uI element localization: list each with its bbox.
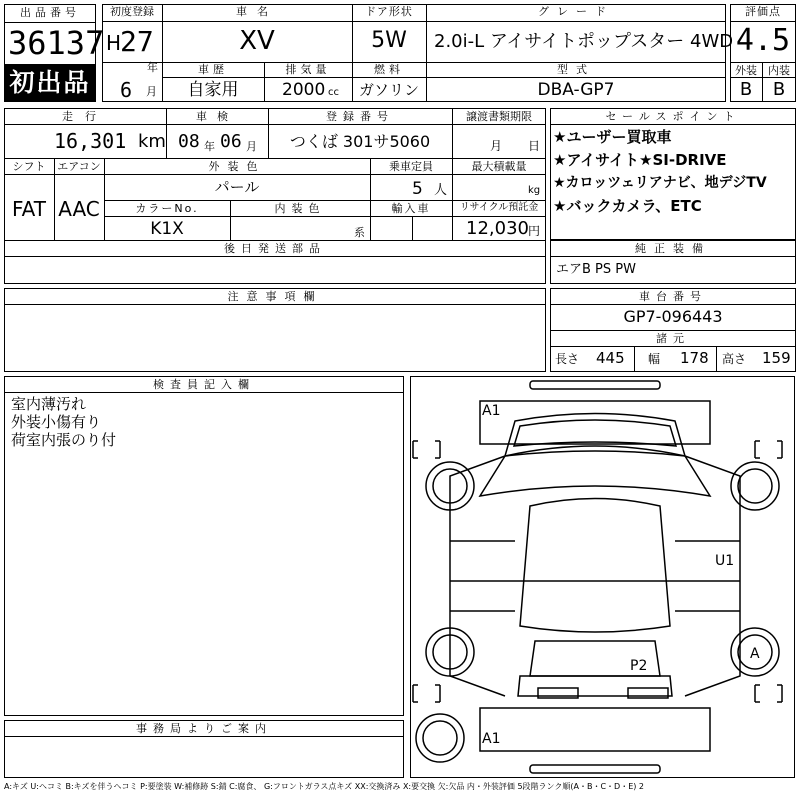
dims-label: 諸元 <box>656 332 690 345</box>
grade: 2.0i-L アイサイトポップスター 4WD <box>434 31 734 52</box>
sales-point: ★アイサイト★SI-DRIVE <box>553 151 727 169</box>
width: 178 <box>680 349 709 367</box>
month-unit: 月 <box>146 85 157 98</box>
int-label: 内装 <box>768 64 790 77</box>
damage-mark: A <box>750 646 760 662</box>
ext-color-label: 外装色 <box>208 160 266 173</box>
length: 445 <box>596 349 625 367</box>
transfer-label: 譲渡書類期限 <box>466 110 532 123</box>
notes-label: 注意事項欄 <box>227 290 323 303</box>
lot-number: 36137 <box>8 24 105 62</box>
fuel: ガソリン <box>358 81 419 99</box>
fuel-label: 燃料 <box>374 63 404 76</box>
door-type: 5W <box>371 28 407 53</box>
color-no: K1X <box>150 219 184 239</box>
model-label: 型式 <box>557 63 595 76</box>
sales-point: ★ユーザー買取車 <box>553 128 672 146</box>
era: H <box>106 31 122 55</box>
ext-color: パール <box>214 178 260 196</box>
int-color-suffix: 系 <box>354 226 365 239</box>
capacity: 5 <box>412 179 423 199</box>
first-listing-text: 初出品 <box>9 68 91 97</box>
model: DBA-GP7 <box>537 80 615 100</box>
transfer-day-unit: 日 <box>528 139 541 153</box>
damage-mark: A1 <box>482 731 501 747</box>
inspector-note: 室内薄汚れ <box>11 395 87 413</box>
mileage-unit: km <box>138 131 166 152</box>
inspection-month-unit: 月 <box>246 140 257 153</box>
score-label: 評価点 <box>745 5 781 18</box>
ac: AAC <box>58 197 100 221</box>
damage-mark: P2 <box>630 658 648 674</box>
parts-label: 後日発送部品 <box>224 242 326 255</box>
chassis-label: 車台番号 <box>639 290 707 303</box>
shift: FAT <box>11 197 46 221</box>
grade-label: グレード <box>538 5 614 18</box>
capacity-unit: 人 <box>434 183 448 198</box>
reg-number-label: 登録番号 <box>326 110 394 123</box>
damage-diagram <box>410 376 795 778</box>
mileage: 16,301 <box>54 129 127 153</box>
damage-mark: U1 <box>715 553 735 569</box>
score: 4.5 <box>735 23 791 58</box>
ext-label: 外装 <box>735 64 757 77</box>
ext-grade: B <box>739 79 753 100</box>
displacement-unit: cc <box>328 87 339 98</box>
chassis-number: GP7-096443 <box>623 307 723 326</box>
lot-number-label: 出品番号 <box>20 6 80 19</box>
recycle-unit: 円 <box>528 224 541 238</box>
recycle-fee: 12,030 <box>466 218 529 239</box>
reg-number: つくば 301サ5060 <box>289 132 431 151</box>
int-color-label: 内装色 <box>274 202 326 215</box>
inspector-note: 荷室内張のり付 <box>11 431 117 449</box>
transfer-month-unit: 月 <box>490 139 503 153</box>
history-label: 車歴 <box>198 63 228 76</box>
height: 159 <box>762 349 791 367</box>
history: 自家用 <box>187 80 239 100</box>
equipment-label: 純正装備 <box>635 242 711 255</box>
displacement: 2000 <box>282 80 326 100</box>
equipment: エアB PS PW <box>556 262 636 277</box>
inspection-label: 車検 <box>196 110 238 123</box>
legend: A:キズ U:ヘコミ B:キズを伴うヘコミ P:要塗装 W:補修跡 S:錆 C:腐食、 G:フロントガラス点キズ XX:交換済み X:要交換 欠:欠品 内・外装評価 5段階ランク順(A・B・C・D・E) 2 <box>4 782 645 791</box>
recycle-label: リサイクル預託金 <box>459 202 539 213</box>
car-name: XV <box>239 26 275 56</box>
shift-label: シフト <box>12 160 46 173</box>
width-label: 幅 <box>648 352 661 366</box>
first-reg-year: 27 <box>120 25 154 58</box>
inspection-year: 08 <box>178 131 200 152</box>
mileage-label: 走行 <box>62 110 108 123</box>
office-label: 事務局よりご案内 <box>136 722 272 735</box>
max-load-unit: kg <box>528 185 541 196</box>
sales-points-label: セールスポイント <box>605 110 741 123</box>
inspection-year-unit: 年 <box>204 140 215 153</box>
first-reg-month: 6 <box>120 78 133 102</box>
first-reg-label: 初度登録 <box>110 5 154 18</box>
damage-mark: A1 <box>482 403 501 419</box>
height-label: 高さ <box>722 352 747 366</box>
int-grade: B <box>772 79 786 100</box>
year-unit: 年 <box>147 61 158 74</box>
sales-point: ★バックカメラ、ETC <box>553 197 702 215</box>
ac-label: エアコン <box>57 160 101 173</box>
inspector-label: 検査員記入欄 <box>153 378 255 391</box>
capacity-label: 乗車定員 <box>389 160 433 173</box>
door-label: ドア形状 <box>365 5 413 18</box>
inspection-month: 06 <box>220 131 242 152</box>
import-label: 輸入車 <box>391 202 431 215</box>
inspector-note: 外装小傷有り <box>11 413 102 431</box>
displacement-label: 排気量 <box>285 63 331 76</box>
length-label: 長さ <box>555 352 580 366</box>
car-name-label: 車名 <box>236 5 278 18</box>
max-load-label: 最大積載量 <box>471 160 527 173</box>
color-no-label: カラーNo. <box>135 202 199 215</box>
sales-point: ★カロッツェリアナビ、地デジTV <box>553 175 767 191</box>
